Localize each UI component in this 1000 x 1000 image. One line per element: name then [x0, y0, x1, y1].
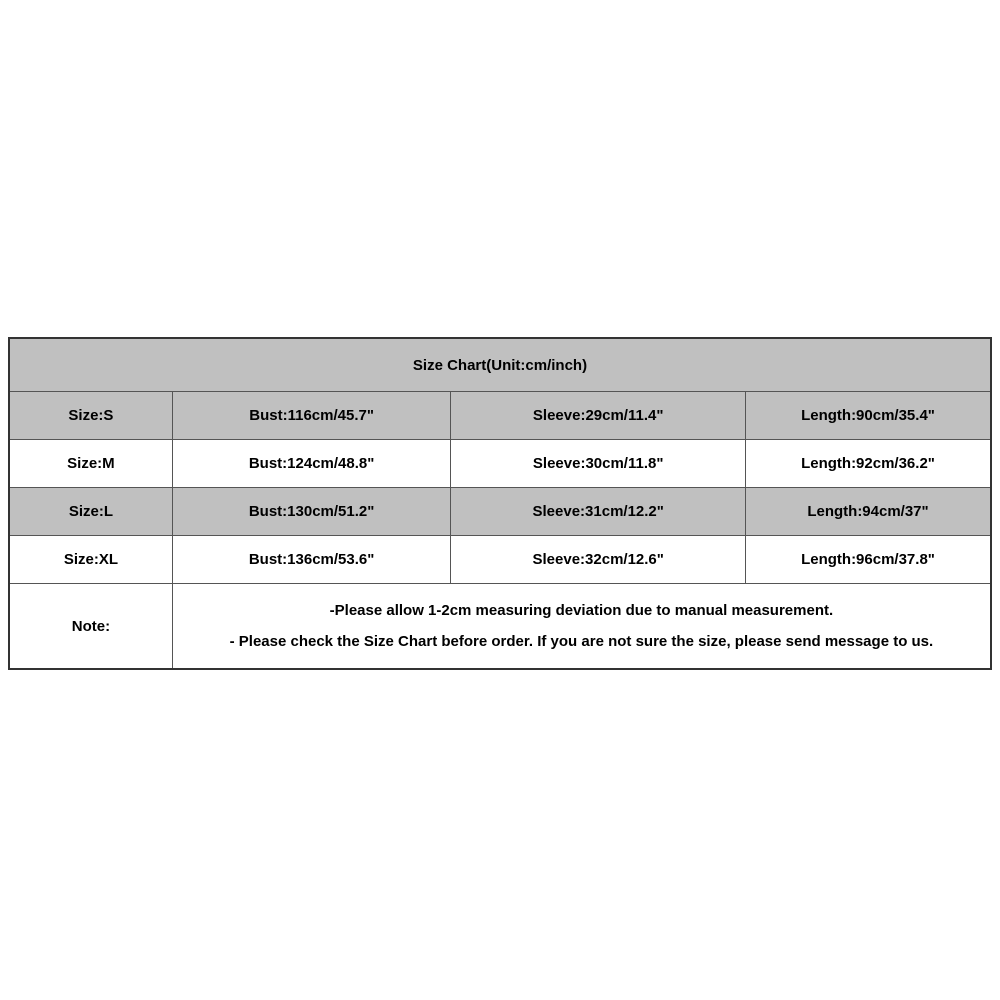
table-row [9, 392, 991, 440]
note-row [9, 584, 991, 670]
note-line: -Please allow 1-2cm measuring deviation due to manual measurement. [329, 602, 834, 619]
bust-cell: Bust:136cm/53.6" [172, 536, 451, 584]
note-content [172, 584, 991, 670]
bust-cell: Bust:130cm/51.2" [172, 488, 451, 536]
size-cell: Size:S [9, 392, 172, 440]
title-row [9, 338, 991, 392]
bust-cell: Bust:124cm/48.8" [172, 440, 451, 488]
table-row [9, 536, 991, 584]
size-cell: Size:L [9, 488, 172, 536]
size-cell: Size:XL [9, 536, 172, 584]
size-cell: Size:M [9, 440, 172, 488]
sleeve-cell: Sleeve:29cm/11.4" [451, 392, 746, 440]
length-cell: Length:90cm/35.4" [745, 392, 991, 440]
size-chart-table [8, 337, 992, 670]
length-cell: Length:92cm/36.2" [745, 440, 991, 488]
length-cell: Length:94cm/37" [745, 488, 991, 536]
note-line: - Please check the Size Chart before order. If you are not sure the size, please send message to us. [229, 633, 934, 650]
note-label: Note: [9, 584, 172, 670]
sleeve-cell: Sleeve:32cm/12.6" [451, 536, 746, 584]
size-chart-title: Size Chart(Unit:cm/inch) [9, 338, 991, 392]
table-row [9, 440, 991, 488]
table-row [9, 488, 991, 536]
bust-cell: Bust:116cm/45.7" [172, 392, 451, 440]
sleeve-cell: Sleeve:30cm/11.8" [451, 440, 746, 488]
sleeve-cell: Sleeve:31cm/12.2" [451, 488, 746, 536]
length-cell: Length:96cm/37.8" [745, 536, 991, 584]
